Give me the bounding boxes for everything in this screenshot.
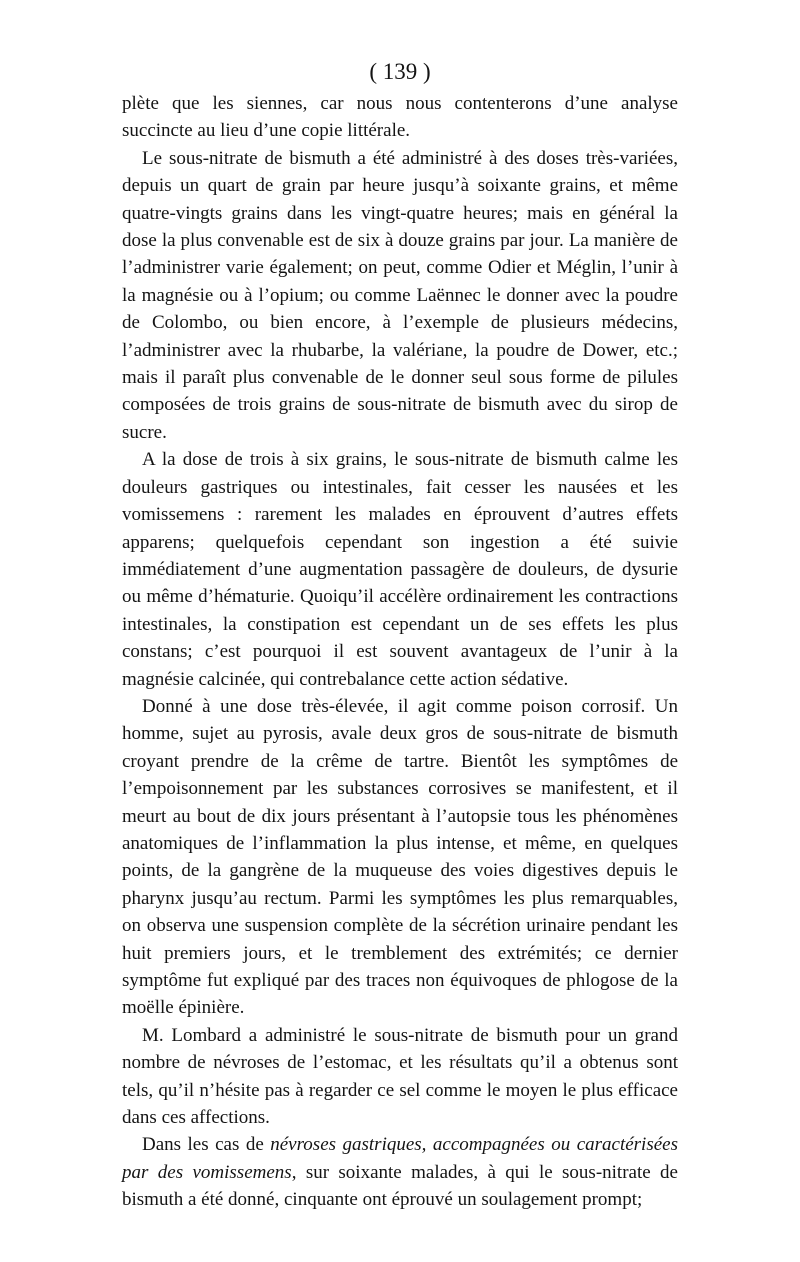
italic-text-segment: névroses gastriques, accompagnées ou caractérisées par des vomissemens: [122, 1134, 678, 1183]
text-segment: Le sous-nitrate de bismuth a été administré à des doses très-variées, depuis un quart de grain par heure jusqu’à soixante grains, et même quatre-vingts grains dans les vingt-quatre heures; mais en général la dose la plus convenable est de six à douze grains par jour. La manière de l’administrer varie également; on peut, comme Odier et Méglin, l’unir à la magnésie ou à l’opium; ou comme Laënnec le donner avec la poudre de Colombo, ou bien encore, à l’exemple de plusieurs médecins, l’administrer avec la rhubarbe, la valériane, la poudre de Dower, etc.; mais il paraît plus convenable de le donner seul sous forme de pilules composées de trois grains de sous-nitrate de bismuth avec du sirop de sucre.: [122, 147, 678, 443]
text-segment: M. Lombard a administré le sous-nitrate de bismuth pour un grand nombre de névroses de l’estomac, et les résultats qu’il a obtenus sont tels, qu’il n’hésite pas à regarder ce sel comme le moyen le plus efficace dans ces affections.: [122, 1024, 678, 1129]
body-text: [122, 90, 678, 1214]
paragraph: [122, 1131, 678, 1213]
text-segment: , sur soixante malades, à qui le sous-nitrate de bismuth a été donné, cinquante ont éprouvé un soulagement prompt;: [122, 1161, 678, 1211]
paragraph: [122, 1022, 678, 1132]
page-number: ( 139 ): [369, 59, 431, 84]
text-segment: plète que les siennes, car nous nous contenterons d’une analyse succincte au lieu d’une copie littérale.: [122, 93, 678, 142]
text-segment: A la dose de trois à six grains, le sous-nitrate de bismuth calme les douleurs gastriques ou intestinales, fait cesser les nausées et les vomissemens : rarement les malades en éprouvent d’autres effets apparens; quelquefois cependant son ingestion a été suivie immédiatement d’une augmentation passagère de douleurs, de dysurie ou même d’hématurie. Quoiqu’il accélère ordinairement les contractions intestinales, la constipation est cependant un de ses effets les plus constans; c’est pourquoi il est souvent avantageux de l’unir à la magnésie calcinée, qui contrebalance cette action sédative.: [122, 449, 678, 690]
text-segment: Dans les cas de: [142, 1134, 271, 1156]
text-segment: Donné à une dose très-élevée, il agit comme poison corrosif. Un homme, sujet au pyrosis, avale deux gros de sous-nitrate de bismuth croyant prendre de la crême de tartre. Bientôt les symptômes de l’empoisonnement par les substances corrosives se manifestent, et il meurt au bout de dix jours présentant à l’autopsie tous les phénomènes anatomiques de l’inflammation la plus intense, et même, en quelques points, de la gangrène de la muqueuse des voies digestives depuis le pharynx jusqu’au rectum. Parmi les symptômes les plus remarquables, on observa une suspension complète de la sécrétion urinaire pendant les huit premiers jours, et le tremblement des extrémités; ce dernier symptôme fut expliqué par des traces non équivoques de phlogose de la moëlle épinière.: [122, 695, 678, 1019]
paragraph: [122, 90, 678, 145]
paragraph: [122, 145, 678, 446]
paragraph: [122, 446, 678, 693]
paragraph: [122, 693, 678, 1022]
